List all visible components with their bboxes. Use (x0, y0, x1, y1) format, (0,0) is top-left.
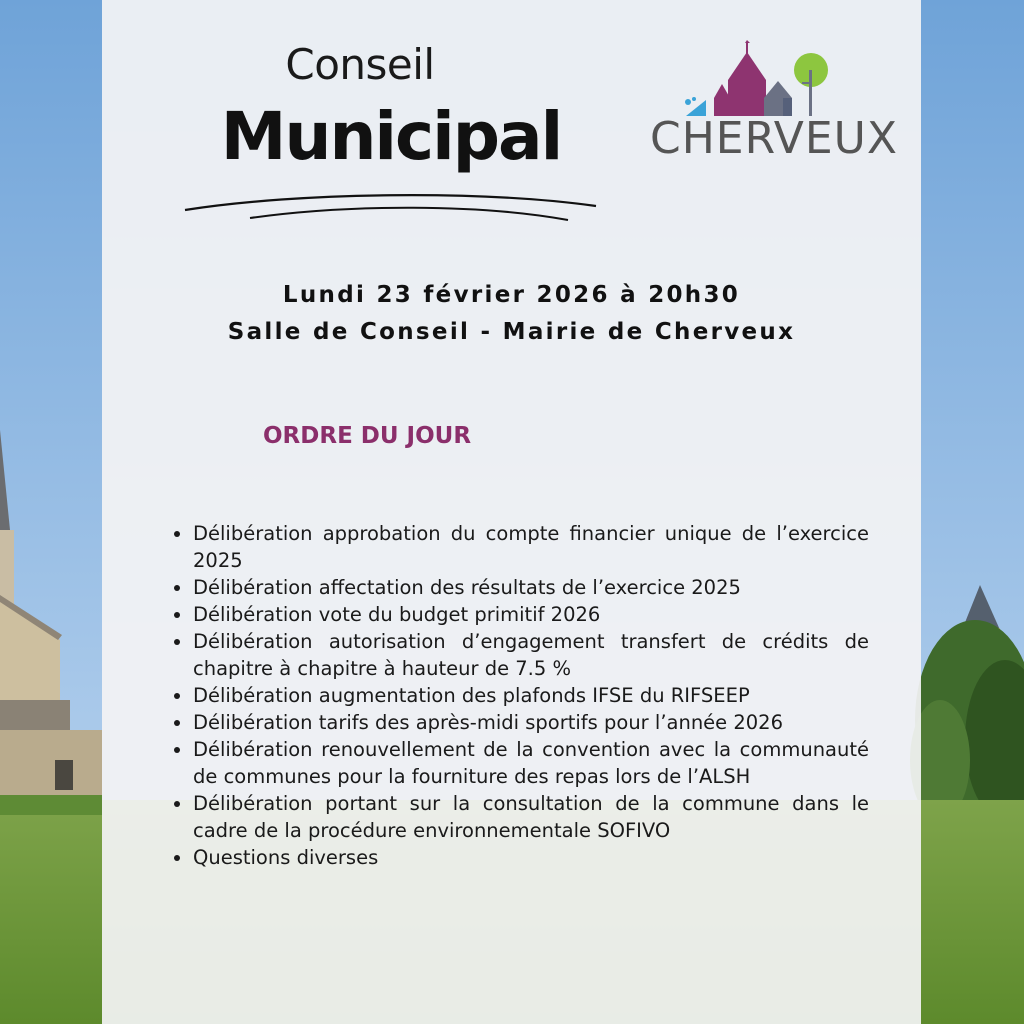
agenda-list (193, 520, 869, 871)
agenda-item: Délibération augmentation des plafonds IFSE du RIFSEEP (193, 682, 869, 709)
title-underline-swoosh (180, 188, 600, 228)
agenda-item: Délibération tarifs des après-midi sportifs pour l’année 2026 (193, 709, 869, 736)
agenda-title: ORDRE DU JOUR (263, 423, 472, 449)
agenda-item: Délibération renouvellement de la convention avec la communauté de communes pour la fourniture des repas lors de l’ALSH (193, 738, 869, 788)
meeting-place: Salle de Conseil - Mairie de Cherveux (227, 319, 796, 345)
logo-wordmark: CHERVEUX (650, 113, 899, 164)
agenda-item: Questions diverses (193, 844, 869, 871)
agenda-item: Délibération vote du budget primitif 2026 (193, 601, 869, 628)
agenda-item: Délibération approbation du compte financier unique de l’exercice 2025 (193, 522, 869, 572)
agenda-item: Délibération portant sur la consultation de la commune dans le cadre de la procédure environnementale SOFIVO (193, 792, 869, 842)
agenda-item: Délibération affectation des résultats de l’exercice 2025 (193, 574, 869, 601)
meeting-date: Lundi 23 février 2026 à 20h30 (282, 282, 741, 308)
logo-house-icon (764, 81, 792, 116)
logo-tree-icon (794, 53, 828, 116)
logo-church-icon (714, 40, 766, 116)
title-line-2: Municipal (220, 98, 562, 175)
agenda-item: Délibération autorisation d’engagement transfert de crédits de chapitre à chapitre à hauteur de 7.5 % (193, 630, 869, 680)
title-line-1: Conseil (285, 40, 435, 89)
